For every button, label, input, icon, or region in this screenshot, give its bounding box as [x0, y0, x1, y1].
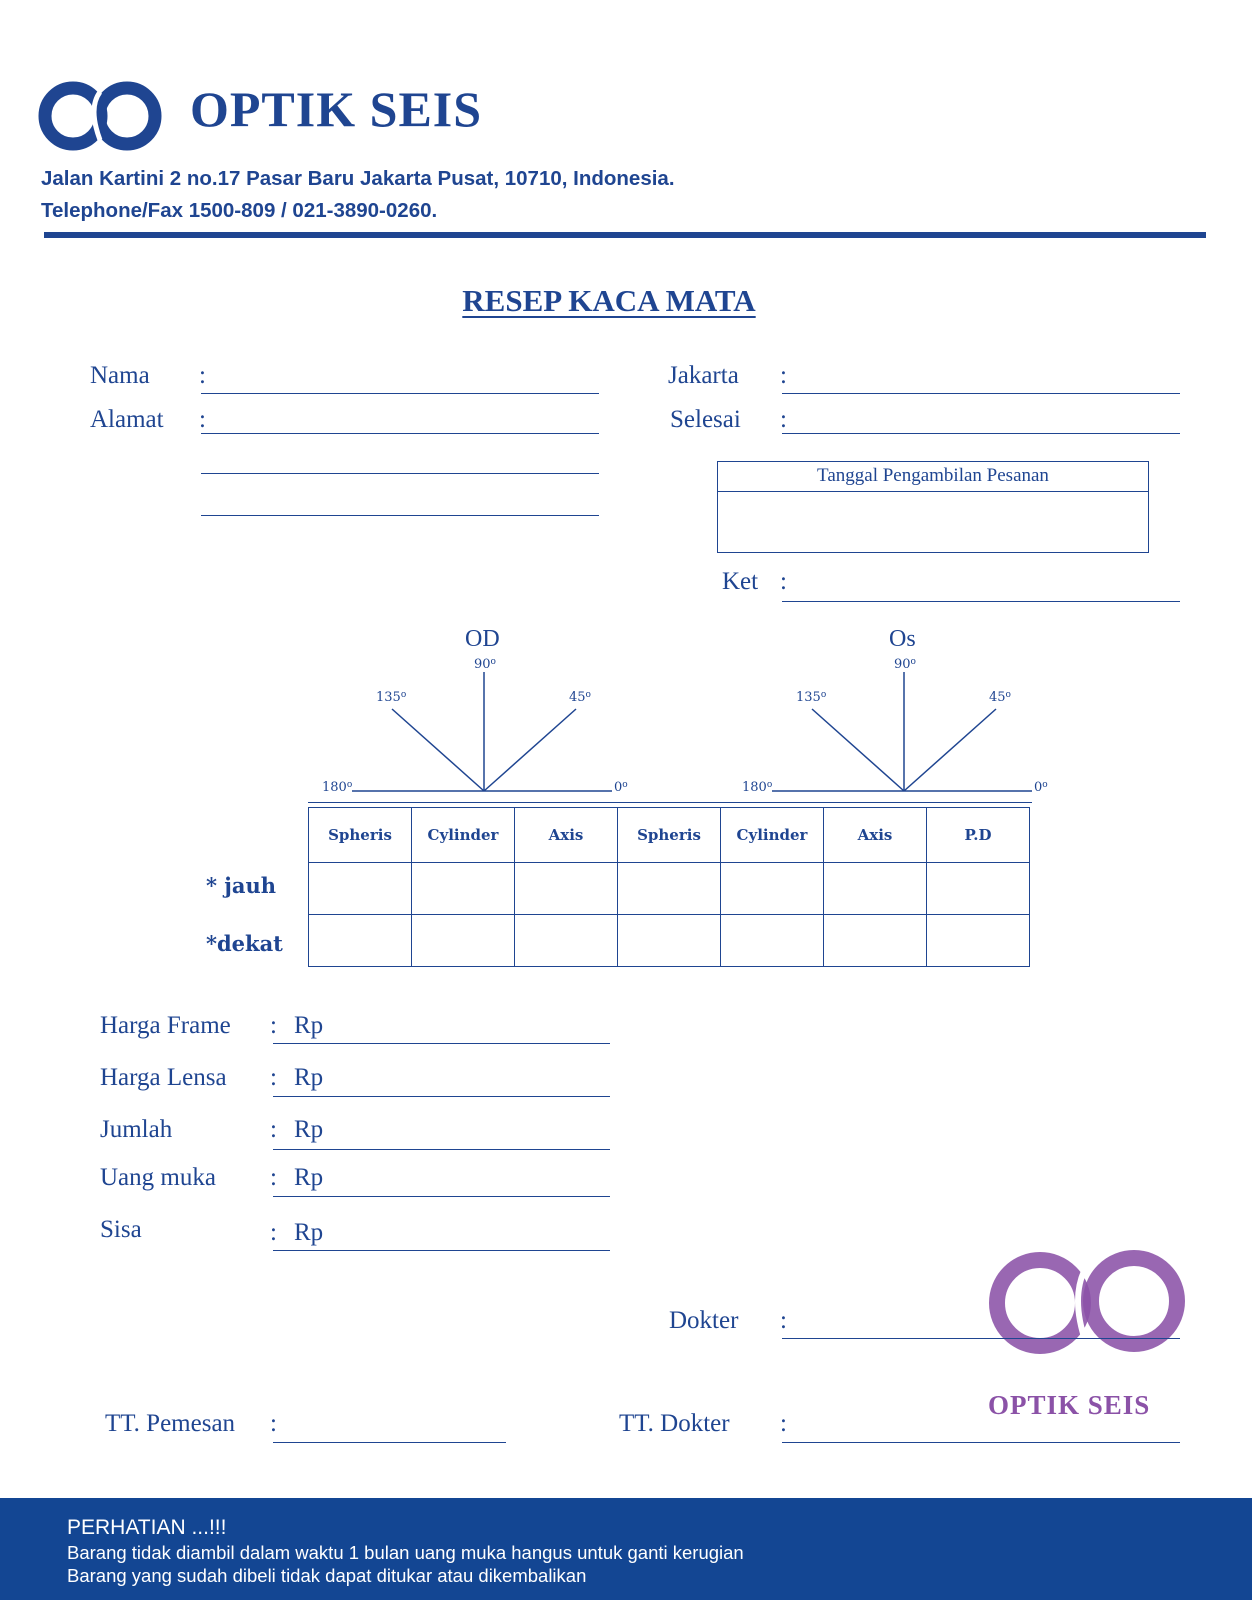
cell-input[interactable] [824, 863, 927, 915]
cell-input[interactable] [824, 915, 927, 967]
nama-colon: : [199, 362, 206, 389]
uang-muka-label: Uang muka [100, 1164, 216, 1191]
brand-name: OPTIK SEIS [190, 81, 483, 137]
od-axis-diagram [300, 660, 640, 800]
col-cylinder-os: Cylinder [721, 808, 824, 863]
axis-baseline [308, 802, 1032, 803]
jakarta-date-field[interactable] [782, 393, 1180, 394]
od-deg-45: 45$^o$ [569, 690, 591, 705]
pickup-date-box [717, 461, 1149, 553]
col-cylinder-od: Cylinder [412, 808, 515, 863]
dokter-field[interactable] [782, 1338, 1180, 1339]
cell-input[interactable] [412, 915, 515, 967]
harga-lensa-label: Harga Lensa [100, 1064, 227, 1091]
harga-frame-label: Harga Frame [100, 1012, 231, 1039]
col-axis-os: Axis [824, 808, 927, 863]
cell-input[interactable] [309, 915, 412, 967]
harga-lensa-field[interactable] [273, 1096, 610, 1097]
od-deg-90: 90$^o$ [474, 657, 496, 672]
jakarta-label: Jakarta [668, 362, 739, 389]
od-deg-0: 0$^o$ [614, 780, 628, 795]
sisa-field[interactable] [273, 1250, 610, 1251]
cell-input[interactable] [618, 915, 721, 967]
harga-lensa-colon: : [270, 1064, 277, 1091]
jumlah-field[interactable] [273, 1149, 610, 1150]
prescription-table [308, 807, 1030, 967]
os-deg-135: 135$^o$ [796, 690, 827, 705]
jakarta-colon: : [780, 362, 787, 389]
nama-label: Nama [90, 362, 150, 389]
harga-lensa-currency: Rp [294, 1064, 324, 1091]
cell-input[interactable] [412, 863, 515, 915]
tt-pemesan-field[interactable] [273, 1442, 506, 1443]
footer-line-1: Barang tidak diambil dalam waktu 1 bulan uang muka hangus untuk ganti kerugian [67, 1542, 744, 1563]
dokter-colon: : [780, 1307, 787, 1334]
selesai-label: Selesai [670, 406, 741, 433]
footer-heading: PERHATIAN ...!!! [67, 1516, 227, 1539]
os-deg-180: 180$^o$ [742, 780, 773, 795]
col-axis-od: Axis [515, 808, 618, 863]
form-title: RESEP KACA MATA [462, 283, 756, 318]
uang-muka-field[interactable] [273, 1196, 610, 1197]
dokter-label: Dokter [669, 1307, 739, 1334]
od-label: OD [465, 626, 500, 652]
cell-input[interactable] [618, 863, 721, 915]
col-spheris-os: Spheris [618, 808, 721, 863]
pickup-date-field[interactable] [718, 492, 1148, 551]
jumlah-colon: : [270, 1116, 277, 1143]
stamp-brand-text: OPTIK SEIS [988, 1390, 1151, 1420]
footer-line-2: Barang yang sudah dibeli tidak dapat ditukar atau dikembalikan [67, 1565, 587, 1586]
alamat-label: Alamat [90, 406, 164, 433]
address-line: Jalan Kartini 2 no.17 Pasar Baru Jakarta Pusat, 10710, Indonesia. [41, 167, 675, 190]
os-deg-45: 45$^o$ [989, 690, 1011, 705]
os-axis-diagram [720, 660, 1060, 800]
tt-dokter-label: TT. Dokter [619, 1410, 730, 1437]
cell-input[interactable] [309, 863, 412, 915]
pickup-box-title: Tanggal Pengambilan Pesanan [718, 462, 1148, 492]
table-row-dekat [309, 915, 1030, 967]
alamat-field-3[interactable] [201, 515, 599, 516]
uang-muka-currency: Rp [294, 1164, 324, 1191]
table-header-row [309, 808, 1030, 863]
cell-input[interactable] [515, 863, 618, 915]
harga-frame-colon: : [270, 1012, 277, 1039]
footer-notice [0, 1498, 1252, 1600]
alamat-field-1[interactable] [201, 433, 599, 434]
os-deg-90: 90$^o$ [894, 657, 916, 672]
cell-input[interactable] [927, 863, 1030, 915]
cell-input[interactable] [515, 915, 618, 967]
row-label-jauh: * jauh [206, 873, 277, 898]
cell-input[interactable] [927, 915, 1030, 967]
nama-field[interactable] [201, 393, 599, 394]
tt-pemesan-colon: : [270, 1410, 277, 1437]
harga-frame-field[interactable] [273, 1043, 610, 1044]
jumlah-currency: Rp [294, 1116, 324, 1143]
od-deg-135: 135$^o$ [376, 690, 407, 705]
cell-input[interactable] [721, 863, 824, 915]
uang-muka-colon: : [270, 1164, 277, 1191]
alamat-field-2[interactable] [201, 473, 599, 474]
harga-frame-currency: Rp [294, 1012, 324, 1039]
col-pd: P.D [927, 808, 1030, 863]
jumlah-label: Jumlah [100, 1116, 173, 1143]
os-label: Os [889, 626, 916, 652]
col-spheris-od: Spheris [309, 808, 412, 863]
infinity-logo-icon [38, 78, 162, 154]
sisa-label: Sisa [100, 1216, 142, 1243]
tt-dokter-colon: : [780, 1410, 787, 1437]
tt-dokter-field[interactable] [782, 1442, 1180, 1443]
phone-line: Telephone/Fax 1500-809 / 021-3890-0260. [41, 199, 438, 222]
alamat-colon: : [199, 406, 206, 433]
selesai-colon: : [780, 406, 787, 433]
ket-field[interactable] [782, 601, 1180, 602]
sisa-colon: : [270, 1219, 277, 1246]
cell-input[interactable] [721, 915, 824, 967]
table-row-jauh [309, 863, 1030, 915]
sisa-currency: Rp [294, 1219, 324, 1246]
od-deg-180: 180$^o$ [322, 780, 353, 795]
selesai-field[interactable] [782, 433, 1180, 434]
ket-colon: : [780, 568, 787, 595]
row-label-dekat: *dekat [206, 931, 283, 956]
header-divider [44, 232, 1206, 238]
ket-label: Ket [722, 568, 759, 595]
os-deg-0: 0$^o$ [1034, 780, 1048, 795]
tt-pemesan-label: TT. Pemesan [105, 1410, 236, 1437]
